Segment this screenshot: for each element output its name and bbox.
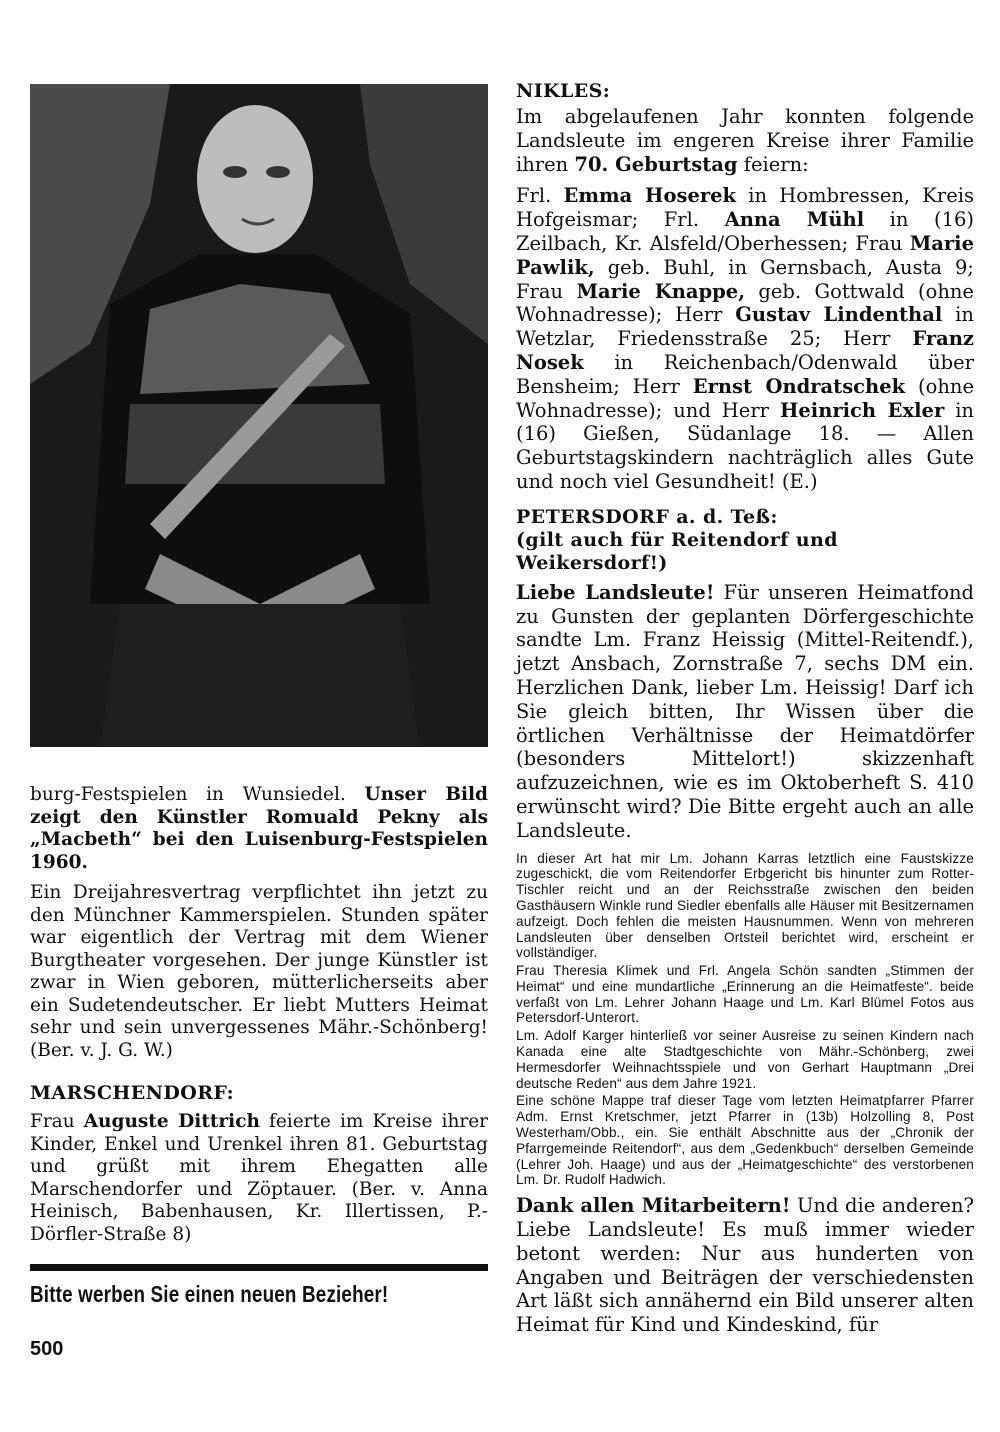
text: (ohne Wohnadresse); und Herr bbox=[516, 374, 974, 422]
text: in (16) Gießen, Südanlage 18. — Allen Geburtstagskindern nachträglich alles Gute und noch viel Gesundheit! (E.) bbox=[516, 398, 974, 493]
photo-illustration bbox=[30, 84, 488, 747]
text: Frl. bbox=[516, 184, 564, 208]
person-name: Marie Pawlik, bbox=[516, 231, 974, 279]
photo-caption bbox=[30, 784, 488, 874]
caption-bold: Unser Bild zeigt den Künstler Romuald Pekny als „Macbeth“ bei den Luisenburg-Festspielen 1960. bbox=[30, 784, 488, 873]
page-number: 500 bbox=[30, 1338, 64, 1360]
text: in (16) Zeilbach, Kr. Alsfeld/Oberhessen; Frau bbox=[516, 208, 974, 255]
text: Und die anderen? Liebe Landsleute! Es muß immer wieder betont werden: Nur aus hunderten von Angaben und Beiträgen der verschiedensten Art läßt sich annähernd ein Bild unserer alten Heimat für Kind und Kindeskind, für bbox=[516, 1194, 974, 1337]
section-heading-nikles: NIKLES: bbox=[516, 80, 611, 102]
small-note-4: Eine schöne Mappe traf dieser Tage vom letzten Heimatpfarrer Pfarrer Adm. Ernst Kretschmer, jetzt Pfarrer in (13b) Holzolling 8, Post Westerham/Obb., ein. Sie enthält Abschnitte aus der „Chronik der Pfarrgemeinde Reitendorf“, aus dem „Gedenkbuch“ derselben Gemeinde (Lehrer Joh. Haage) und aus der „Heimatgeschichte“ des verstorbenen Lm. Dr. Rudolf Hadwich. bbox=[516, 1093, 974, 1188]
section-subheading-petersdorf: (gilt auch für Reitendorf und Weikersdorf!) bbox=[516, 528, 838, 574]
subscriber-promo: Bitte werben Sie einen neuen Bezieher! bbox=[30, 1281, 389, 1307]
person-name: Gustav Lindenthal bbox=[735, 303, 943, 327]
greeting-bold: Liebe Landsleute! bbox=[516, 580, 715, 604]
article-body-left bbox=[30, 784, 488, 1308]
person-name: Franz Nosek bbox=[516, 327, 974, 374]
nikles-birthday-list bbox=[516, 184, 974, 493]
text: in Hombressen, Kreis Hofgeismar; Frl. bbox=[516, 184, 974, 232]
small-note-3: Lm. Adolf Karger hinterließ vor seiner Ausreise zu seinen Kindern nach Kanada eine alte Stadtgeschichte von Mähr.-Schönberg, zwei Hermesdorfer Weihnachtsspiele und von Gerhart Hauptmann „Drei deutsche Reden“ aus dem Jahre 1921. bbox=[516, 1028, 974, 1091]
person-name: Anna Mühl bbox=[724, 208, 865, 232]
text: in Wetzlar, Friedensstraße 25; Herr bbox=[516, 303, 974, 351]
small-note-2: Frau Theresia Klimek und Frl. Angela Schön sandten „Stimmen der Heimat“ und eine mundartliche „Erinnerung an die Heimatfeste“. beide verfaßt von Lm. Lehrer Johann Haage und Lm. Karl Blümel Fotos aus Petersdorf-Unterort. bbox=[516, 963, 974, 1026]
text: Frau bbox=[30, 1111, 84, 1132]
petersdorf-paragraph bbox=[516, 581, 974, 843]
person-name: Marie Knappe, bbox=[576, 279, 745, 303]
small-note-1: In dieser Art hat mir Lm. Johann Karras letztlich eine Faustskizze zugeschickt, die vom Reitendorfer Erbgericht bis hinunter zum Rotter-Tischler reicht und an der Reichsstraße zwischen den beiden Gasthäusern Winkle rund Siedler ebenfalls alle Häuser mit Besitzernamen aufzeigt. Doch fehlen die meisten Hausnummen. Wenn von mehreren Landsleuten über denselben Ortsteil berichtet wird, erscheint er vollständiger. bbox=[516, 850, 974, 961]
name-bold: Auguste Dittrich bbox=[83, 1111, 260, 1132]
contract-paragraph: Ein Dreijahresvertrag verpflichtet ihn jetzt zu den Münchner Kammerspielen. Stunden später war eigentlich der Vertrag mit dem Wiener Burgtheater vorgesehen. Der junge Künstler ist zwar in Wien geboren, mütterlicherseits aber ein Sudetendeutscher. Er liebt Mutters Heimat sehr und sein unvergessenes Mähr.-Schönberg! (Ber. v. J. G. W.) bbox=[30, 882, 488, 1061]
person-name: Heinrich Exler bbox=[779, 398, 945, 422]
person-name: Emma Hoserek bbox=[563, 184, 737, 208]
age-bold: 70. Geburtstag bbox=[574, 152, 738, 176]
person-name: Ernst Ondratschek bbox=[692, 374, 906, 398]
section-heading-petersdorf: PETERSDORF a. d. Teß: bbox=[516, 505, 778, 528]
divider-rule bbox=[30, 1264, 488, 1271]
photo-macbeth bbox=[30, 84, 488, 747]
right-column bbox=[516, 80, 974, 1349]
closing-paragraph bbox=[516, 1194, 974, 1337]
caption-intro: burg-Festspielen in Wunsiedel. bbox=[30, 784, 365, 805]
text: feiern: bbox=[737, 152, 809, 176]
text: Im abgelaufenen Jahr konnten folgende Landsleute im engeren Kreise ihrer Familie ihren bbox=[516, 105, 974, 176]
section-heading-marschendorf: MARSCHENDORF: bbox=[30, 1082, 235, 1104]
text: in Reichenbach/Odenwald über Bensheim; Herr bbox=[516, 350, 974, 398]
text: geb. Buhl, in Gernsbach, Austa 9; Frau bbox=[516, 255, 974, 303]
text: geb. Gottwald (ohne Wohnadresse); Herr bbox=[516, 279, 974, 327]
nikles-intro bbox=[516, 105, 974, 176]
thanks-bold: Dank allen Mitarbeitern! bbox=[516, 1194, 791, 1218]
marschendorf-paragraph bbox=[30, 1111, 488, 1246]
text: Für unseren Heimatfond zu Gunsten der geplanten Dörfergeschichte sandte Lm. Franz Heissig (Mittel-Reitendf.), jetzt Ansbach, Zornstraße 7, sechs DM ein. Herzlichen Dank, lieber Lm. Heissig! Darf ich Sie gleich bitten, Ihr Wissen über die örtlichen Verhältnisse der Heimatdörfer (besonders Mittelort!) skizzenhaft aufzuzeichnen, wie es im Oktoberheft S. 410 erwünscht wird? Die Bitte ergeht auch an alle Landsleute. bbox=[516, 580, 974, 842]
text: feierte im Kreise ihrer Kinder, Enkel und Urenkel ihren 81. Geburtstag und grüßt mit ihrem Ehegatten alle Marschendorfer und Zöptauer. (Ber. v. Anna Heinisch, Babenhausen, Kr. Illertissen, P.-Dörfler-Straße 8) bbox=[30, 1111, 488, 1245]
